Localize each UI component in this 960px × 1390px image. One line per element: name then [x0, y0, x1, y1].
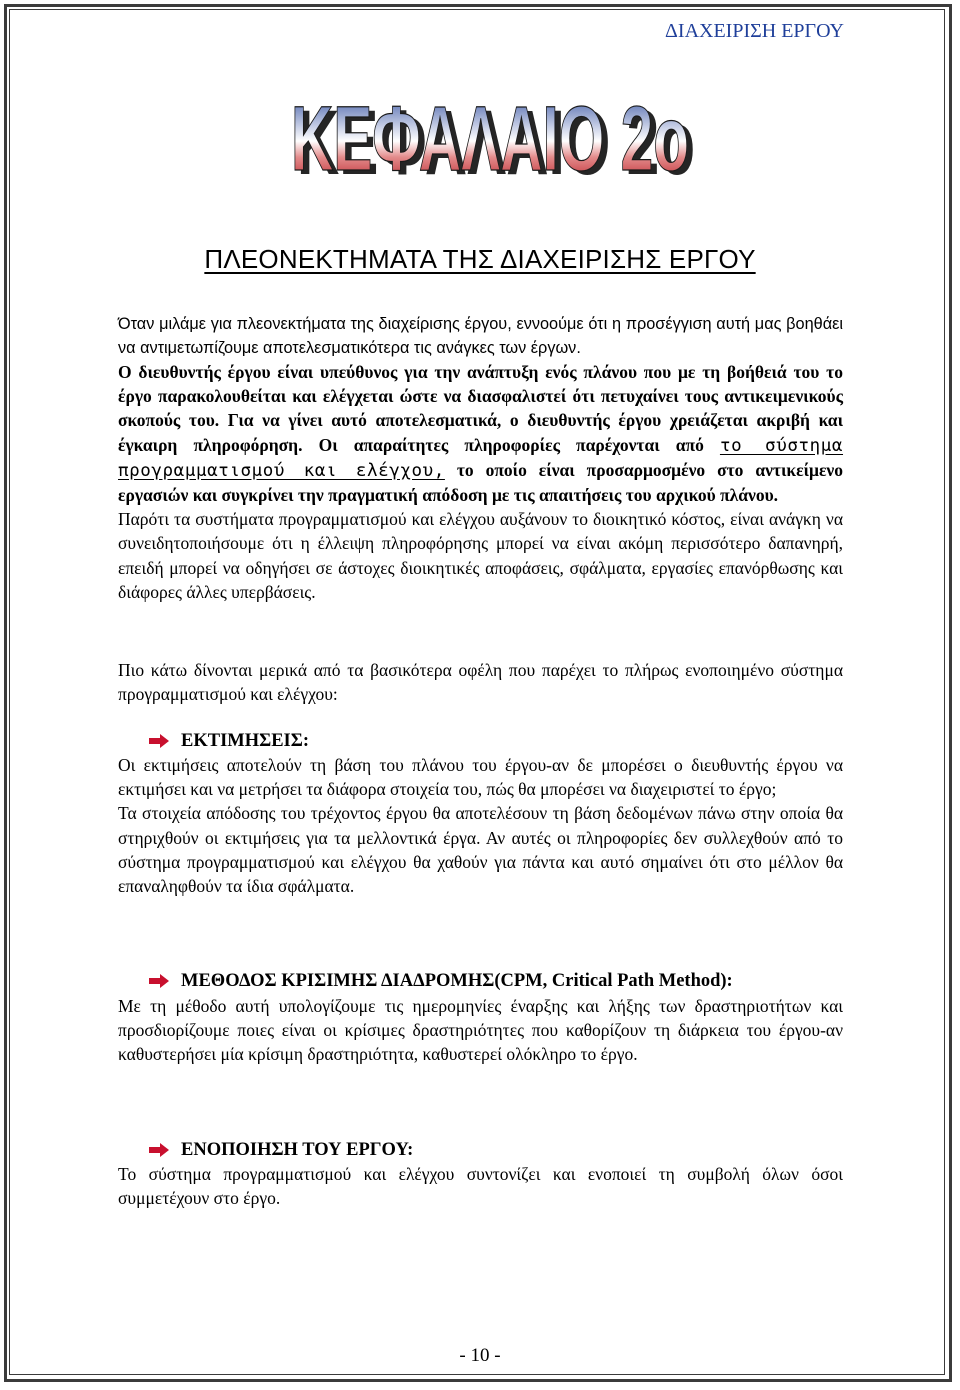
planning-control-system-phrase: το σύστημα προγραμματισμού και ελέγχου,	[118, 435, 844, 481]
section-paragraph: Με τη μέθοδο αυτή υπολογίζουμε τις ημερομηνίες έναρξης και λήξης των δραστηριοτήτων και προσδιορίζουμε ποιες είναι οι κρίσιμες δραστηριότητες που καθορίζουν τη διάρκεια του έργου-αν καθυστερήσει μία κρίσιμη δραστηριότητα, καθυστερεί ολόκληρο το έργο.	[118, 996, 843, 1065]
chapter-wordart-shadow: ΚΕΦΑΛΑΙΟ 2ο	[297, 92, 695, 184]
section-body-estimates	[118, 753, 843, 898]
intro-section	[118, 312, 843, 604]
section-heading-cpm	[148, 968, 733, 994]
section-paragraph: Τα στοιχεία απόδοσης του τρέχοντος έργου θα αποτελέσουν τη βάση δεδομένων πάνω στην οποία θα στηριχθούν οι εκτιμήσεις για τα μελλοντικά έργα. Αν αυτές οι πληροφορίες δεν συλλεχθούν από το σύστημα προγραμματισμού και ελέγχου θα χαθούν για πάντα και αυτό σημαίνει ότι στο μέλλον θα επαναληφθούν τα ίδια σφάλματα.	[118, 803, 843, 897]
running-header: ΔΙΑΧΕΙΡΙΣΗ ΕΡΓΟΥ	[665, 20, 844, 42]
chapter-wordart	[285, 84, 705, 184]
arrow-right-icon	[148, 733, 170, 749]
intro-paragraph-1: Όταν μιλάμε για πλεονεκτήματα της διαχείρισης έργου, εννοούμε ότι η προσέγγιση αυτή μας βοηθάει να αντιμετωπίζουμε αποτελεσματικότερα τις ανάγκες των έργων.	[118, 315, 843, 357]
section-body-integration	[118, 1162, 843, 1210]
page-title: ΠΛΕΟΝΕΚΤΗΜΑΤΑ ΤΗΣ ΔΙΑΧΕΙΡΙΣΗΣ ΕΡΓΟΥ	[204, 244, 756, 274]
intro-paragraph-2-end: το οποίο είναι προσαρμοσμένο στο αντικείμενο εργασιών και συγκρίνει την πραγματική απόδοση με τις απαιτήσεις του αρχικού πλάνου.	[118, 459, 843, 506]
section-paragraph: Το σύστημα προγραμματισμού και ελέγχου συντονίζει και ενοποιεί τη συμβολή όλων όσοι συμμετέχουν στο έργο.	[118, 1164, 843, 1209]
section-heading-integration	[148, 1137, 413, 1163]
section-title: ΕΝΟΠΟΙΗΣΗ ΤΟΥ ΕΡΓΟΥ:	[181, 1139, 414, 1160]
section-body-cpm	[118, 994, 843, 1067]
arrow-right-icon	[148, 973, 170, 989]
intro-paragraph-2	[118, 360, 843, 507]
section-paragraph: Οι εκτιμήσεις αποτελούν τη βάση του πλάνου του έργου-αν δε μπορέσει ο διευθυντής έργου να εκτιμήσει και να μετρήσει τα διάφορα στοιχεία του, πώς θα μπορέσει να διαχειριστεί το έργο;	[118, 755, 843, 800]
section-title: ΜΕΘΟΔΟΣ ΚΡΙΣΙΜΗΣ ΔΙΑΔΡΟΜΗΣ(CPM, Critical Path Method):	[181, 970, 733, 991]
arrow-right-icon	[148, 1142, 170, 1158]
intro-paragraph-3: Παρότι τα συστήματα προγραμματισμού και ελέγχου αυξάνουν το διοικητικό κόστος, είναι ανάγκη να συνειδητοποιήσουμε ότι η έλλειψη πληροφόρησης μπορεί να είναι ακόμη περισσότερο δαπανηρή, επειδή μπορεί να οδηγήσει σε άστοχες διοικητικές αποφάσεις, σφάλματα, εργασίες επανόρθωσης και διάφορες άλλες υπερβάσεις.	[118, 509, 843, 602]
benefits-intro: Πιο κάτω δίνονται μερικά από τα βασικότερα οφέλη που παρέχει το πλήρως ενοποιημένο σύστημα προγραμματισμού και ελέγχου:	[118, 660, 843, 705]
intro-paragraph-2-start: Ο διευθυντής έργου είναι υπεύθυνος για την ανάπτυξη ενός πλάνου που με τη βοήθειά του το έργο παρακολουθείται και ελέγχεται ώστε να διασφαλιστεί ότι πετυχαίνει τους αντικειμενικούς σκοπούς του. Για να γίνει αυτό αποτελεσματικά, ο διευθυντής έργου χρειάζεται ακριβή και έγκαιρη πληροφόρηση. Οι απαραίτητες πληροφορίες παρέχονται από	[118, 362, 843, 455]
section-title: ΕΚΤΙΜΗΣΕΙΣ:	[181, 730, 310, 751]
chapter-wordart-text: ΚΕΦΑΛΑΙΟ 2ο	[291, 88, 689, 184]
page-number: - 10 -	[459, 1345, 501, 1366]
section-heading-estimates	[148, 728, 309, 754]
